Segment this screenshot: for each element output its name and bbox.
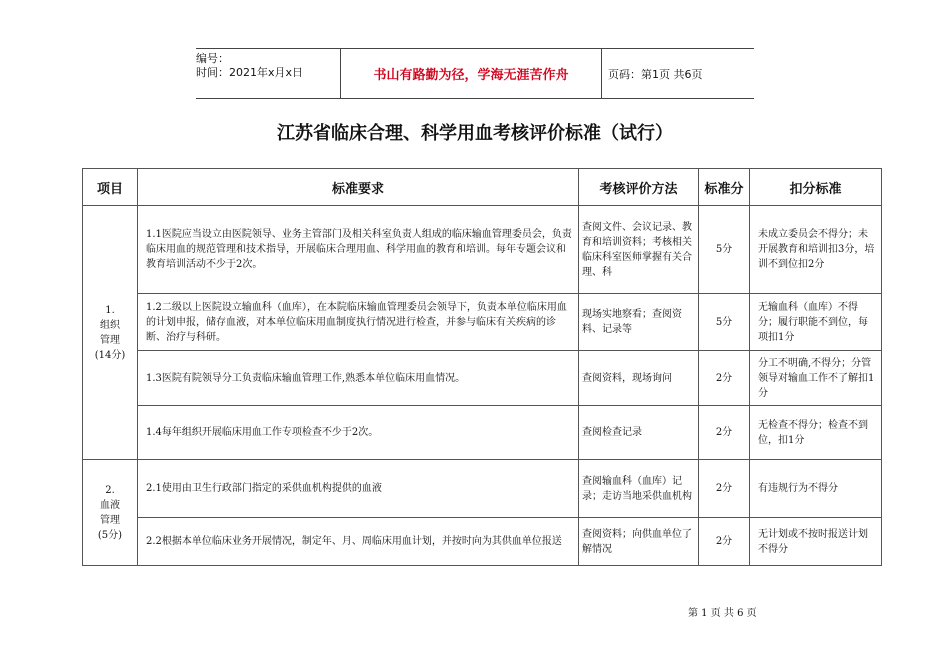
deduction-cell: 分工不明确,不得分；分管领导对输血工作不了解扣1分 — [750, 351, 882, 406]
group-name-line: 组织 — [100, 319, 120, 331]
group-name-line: 管理 — [100, 334, 120, 346]
method-cell: 查阅资料，现场询问 — [579, 351, 699, 406]
requirement-cell: 2.2根据本单位临床业务开展情况，制定年、月、周临床用血计划，并按时向为其供血单位报送 — [138, 518, 579, 566]
score-cell: 2分 — [699, 351, 750, 406]
group-score: (14分) — [94, 349, 126, 361]
method-cell: 查阅检查记录 — [579, 406, 699, 460]
requirement-cell: 2.1使用由卫生行政部门指定的采供血机构提供的血液 — [138, 460, 579, 518]
requirement-cell: 1.2二级以上医院设立输血科（血库），在本院临床输血管理委员会领导下，负责本单位临床用血的计划申报，储存血液，对本单位临床用血制度执行情况进行检查，并参与临床有关疾病的诊断、治疗与科研。 — [138, 294, 579, 351]
score-cell: 5分 — [699, 294, 750, 351]
table-row — [83, 406, 882, 460]
group-name-line: 血液 — [100, 499, 120, 511]
group-score: (5分) — [97, 529, 123, 541]
method-cell: 查阅输血科（血库）记录；走访当地采供血机构 — [579, 460, 699, 518]
column-header-score: 标准分 — [699, 169, 750, 206]
column-header-method: 考核评价方法 — [579, 169, 699, 206]
table-row — [83, 351, 882, 406]
header-motto: 书山有路勤为径，学海无涯苦作舟 — [340, 49, 602, 98]
score-cell: 2分 — [699, 460, 750, 518]
requirement-cell: 1.1医院应当设立由医院领导、业务主管部门及相关科室负责人组成的临床输血管理委员会，负责临床用血的规范管理和技术指导，开展临床合理用血、科学用血的教育和培训。每年专题会议和教育培训活动不少于2次。 — [138, 206, 579, 294]
score-cell: 2分 — [699, 406, 750, 460]
header-meta — [196, 49, 340, 98]
table-row — [83, 294, 882, 351]
score-cell: 2分 — [699, 518, 750, 566]
document-title: 江苏省临床合理、科学用血考核评价标准（试行） — [277, 123, 673, 144]
header-page-code: 页码：第1页 共6页 — [608, 67, 703, 81]
group-number: 1. — [105, 304, 115, 316]
group-label-org-management — [83, 206, 138, 460]
deduction-cell: 无输血科（血库）不得分；履行职能不到位，每项扣1分 — [750, 294, 882, 351]
group-name-line: 管理 — [100, 514, 120, 526]
column-header-requirement: 标准要求 — [138, 169, 579, 206]
deduction-cell: 未成立委员会不得分；未开展教育和培训扣3分，培训不到位扣2分 — [750, 206, 882, 294]
method-cell: 查阅资料；向供血单位了解情况 — [579, 518, 699, 566]
group-label-blood-management — [83, 460, 138, 566]
table-row — [83, 518, 882, 566]
document-number-label: 编号： — [196, 52, 229, 65]
evaluation-table — [82, 168, 882, 566]
table-row — [83, 206, 882, 294]
group-number: 2. — [105, 484, 115, 496]
deduction-cell: 有违规行为不得分 — [750, 460, 882, 518]
deduction-cell: 无检查不得分；检查不到位，扣1分 — [750, 406, 882, 460]
table-row — [83, 460, 882, 518]
method-cell: 现场实地察看；查阅资料、记录等 — [579, 294, 699, 351]
page-footer: 第 1 页 共 6 页 — [688, 608, 757, 619]
requirement-cell: 1.4每年组织开展临床用血工作专项检查不少于2次。 — [138, 406, 579, 460]
column-header-project: 项目 — [83, 169, 138, 206]
deduction-cell: 无计划或不按时报送计划不得分 — [750, 518, 882, 566]
column-header-deduction: 扣分标准 — [750, 169, 882, 206]
page-header — [196, 48, 754, 99]
document-time: 时间：2021年x月x日 — [196, 66, 304, 79]
method-cell: 查阅文件、会议记录、教育和培训资料；考核相关临床科室医师掌握有关合理、科 — [579, 206, 699, 294]
table-header-row — [83, 169, 882, 206]
requirement-cell: 1.3医院有院领导分工负责临床输血管理工作,熟悉本单位临床用血情况。 — [138, 351, 579, 406]
score-cell: 5分 — [699, 206, 750, 294]
